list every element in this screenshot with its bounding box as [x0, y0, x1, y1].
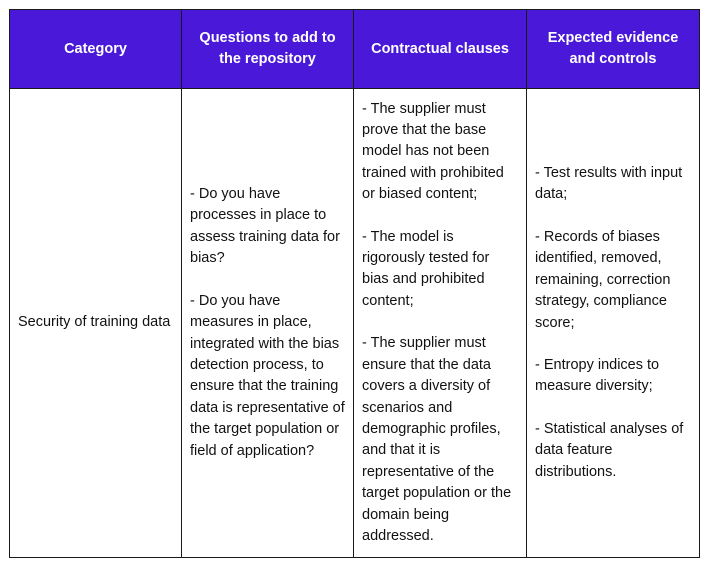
clause-item: - The supplier must ensure that the data covers a diversity of scenarios and demographic profiles, and that it is representative of the target population or the domain being addressed. — [362, 335, 512, 544]
evidence-item: - Entropy indices to measure diversity; — [535, 356, 660, 395]
table-header-row — [10, 10, 700, 89]
cell-contractual-clauses — [354, 89, 527, 558]
evidence-item: - Test results with input data; — [535, 165, 683, 203]
header-contractual-clauses: Contractual clauses — [354, 10, 527, 89]
cell-expected-evidence — [527, 89, 700, 558]
evidence-item: - Records of biases identified, removed, remaining, correction strategy, compliance score; — [535, 228, 671, 331]
header-expected-evidence: Expected evidence and controls — [527, 10, 700, 89]
clause-item: - The model is rigorously tested for bias and prohibited content; — [362, 228, 490, 309]
cell-category — [10, 89, 182, 558]
requirements-table-container — [9, 9, 699, 558]
question-item: - Do you have measures in place, integrated with the bias detection process, to ensure that the training data is representative of the target population or field of application? — [190, 292, 345, 459]
header-questions: Questions to add to the repository — [182, 10, 354, 89]
question-item: - Do you have processes in place to assess training data for bias? — [190, 186, 340, 267]
table-row — [10, 89, 700, 558]
evidence-item: - Statistical analyses of data feature distributions. — [535, 420, 684, 480]
clause-item: - The supplier must prove that the base model has not been trained with prohibited or biased content; — [362, 100, 504, 203]
cell-questions — [182, 89, 354, 558]
header-category: Category — [10, 10, 182, 89]
category-text: Security of training data — [18, 314, 171, 331]
requirements-table — [9, 9, 700, 558]
